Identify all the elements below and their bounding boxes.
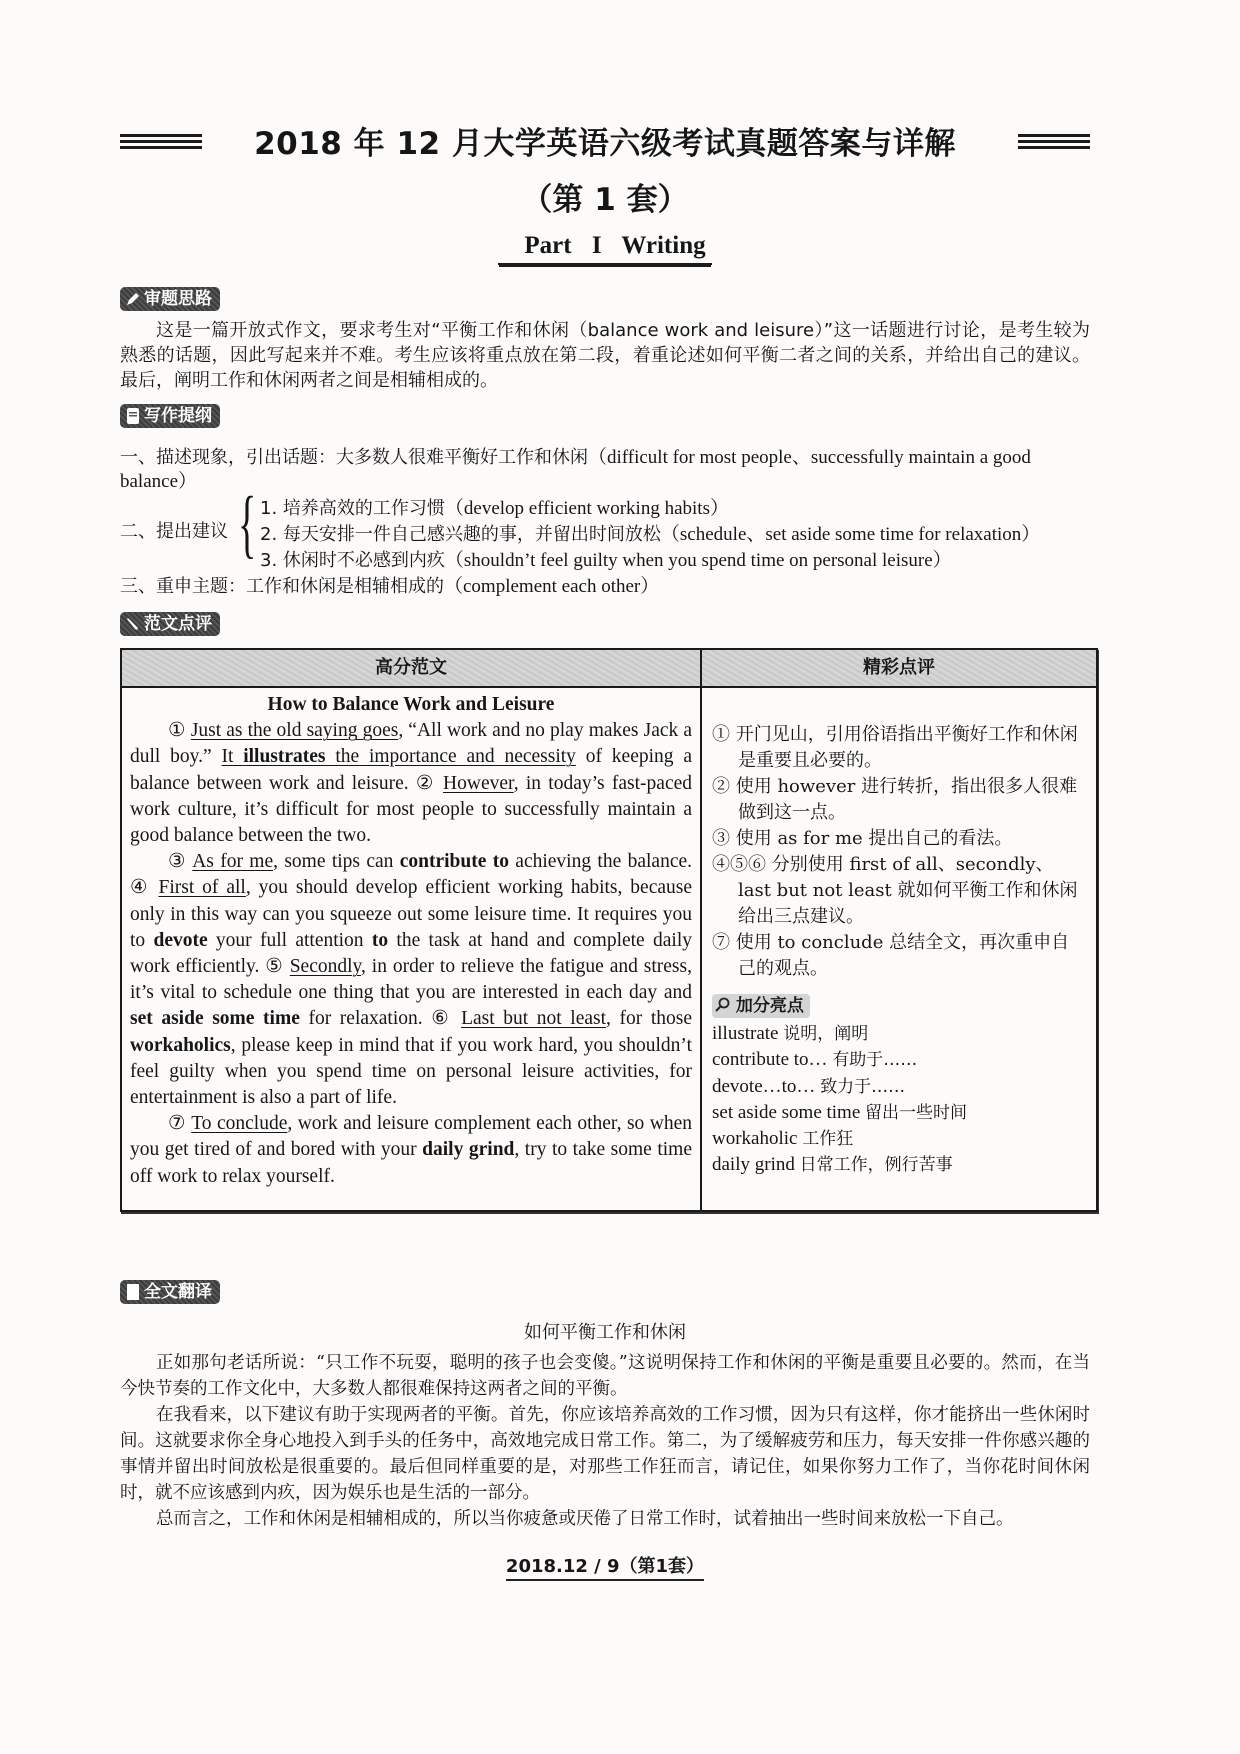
essay-paragraph-1 [130, 718, 692, 849]
translation-paragraph: 总而言之，工作和休闲是相辅相成的，所以当你疲惫或厌倦了日常工作时，试着抽出一些时间来放松一下自己。 [156, 1509, 1014, 1529]
phrase-underlined: To conclude [191, 1113, 288, 1135]
translation-paragraph: 在我看来，以下建议有助于实现两者的平衡。首先，你应该培养高效的工作习惯，因为只有这样，你才能挤出一些休闲时间。这就要求你全身心地投入到手头的任务中，高效地完成日常工作。第二，为了缓解疲劳和压力，每天安排一件你感兴趣的事情并留出时间放松是很重要的。最后但同样重要的是，对那些工作狂而言，请记住，如果你努力工作了，当你花时间休闲时，就不应该感到内疚，因为娱乐也是生活的一部分。 [120, 1405, 1090, 1503]
document-icon [124, 407, 142, 425]
essay-text: , “All work and no play makes Jack a dull boy.” [130, 720, 693, 768]
marker-3: ③ [168, 851, 187, 873]
title-row [120, 118, 1090, 178]
bonus-item-cn: 留出一些时间 [865, 1102, 968, 1123]
phrase-bold: devote [153, 929, 208, 951]
outline-item-3-label: 三、重申主题：工作和休闲是相辅相成的 [120, 576, 444, 597]
translation-badge-label: 全文翻译 [144, 1282, 212, 1302]
pen-icon [124, 290, 142, 308]
bonus-item [712, 1047, 1086, 1073]
outline-item-3-en: （complement each other） [444, 576, 660, 597]
phrase-bold: daily grind [422, 1139, 515, 1161]
phrase-underlined: Last but not least [461, 1008, 607, 1030]
analysis-badge [120, 287, 220, 311]
phrase-underlined [221, 746, 575, 767]
essay-paragraph-3 [130, 1111, 692, 1190]
essay-text: the task at hand and complete daily work efficiently. [130, 929, 692, 978]
translation-body [120, 1350, 1090, 1532]
pencil-icon [124, 615, 142, 633]
marker-1: ① [168, 720, 186, 742]
column-divider [700, 650, 702, 1210]
translation-title: 如何平衡工作和休闲 [524, 1322, 686, 1343]
phrase-underlined: First of all [158, 877, 246, 899]
outline-sub-3-cn: 3. 休闲时不必感到内疚 [260, 550, 445, 571]
comment-item: ④⑤⑥ 分别使用 first of all、secondly、last but not least 就如何平衡工作和休闲给出三点建议。 [712, 854, 1078, 927]
outline-sub-1-en: （develop efficient working habits） [444, 498, 729, 519]
comments-column [712, 722, 1086, 1179]
essay-paragraph-2 [130, 849, 692, 1111]
review-table [120, 648, 1098, 1212]
comment-item: ③ 使用 as for me 提出自己的看法。 [712, 828, 1013, 849]
essay-text: , in today’s fast-paced work culture, it’s difficult for most people to successfully maintain a good balance between the two. [130, 772, 693, 847]
outline-item-3 [120, 575, 659, 599]
bonus-item-en: daily grind [712, 1154, 795, 1176]
outline-sub-2-cn: 2. 每天安排一件自己感兴趣的事，并留出时间放松 [260, 524, 661, 545]
page-footer [120, 1552, 1090, 1578]
phrase-underlined: Just as the old saying goes [190, 720, 399, 742]
marker-6: ⑥ [431, 1008, 453, 1030]
comment-item: ① 开门见山，引用俗语指出平衡好工作和休闲是重要且必要的。 [712, 724, 1078, 771]
essay-title: How to Balance Work and Leisure [267, 694, 555, 715]
bonus-item-cn: 日常工作，例行苦事 [799, 1155, 953, 1176]
essay-text: for relaxation. [299, 1008, 432, 1030]
outline-badge-label: 写作提纲 [144, 406, 212, 426]
essay-text: It [221, 746, 244, 768]
outline-sub-1-cn: 1. 培养高效的工作习惯 [260, 498, 445, 519]
phrase-underlined: Secondly [289, 956, 362, 978]
part-heading-text: Part I Writing [498, 232, 711, 265]
outline-sub-1 [260, 497, 729, 521]
page-subtitle: （第 1 套） [521, 182, 689, 218]
analysis-badge-label: 审题思路 [144, 289, 212, 309]
bonus-item-en: devote…to… [712, 1075, 816, 1097]
outline-sub-2-en: （schedule、set aside some time for relaxation） [660, 524, 1041, 545]
marker-4: ④ [130, 877, 151, 899]
essay-text: your full attention [207, 929, 372, 951]
essay-text: of keeping a balance between work and leisure. [130, 746, 692, 794]
square-icon [124, 1283, 142, 1301]
col-header-comments: 精彩点评 [863, 657, 935, 678]
bonus-item [712, 1152, 1086, 1178]
phrase-bold: workaholics [130, 1034, 231, 1056]
outline-sub-3-en: （shouldn’t feel guilty when you spend time on personal leisure） [444, 550, 952, 571]
essay-text: , for those [606, 1008, 693, 1030]
essay-text: the importance and necessity [325, 746, 576, 768]
essay-text: achieving the balance. [508, 851, 693, 873]
phrase-bold: contribute to [399, 851, 509, 873]
essay-text: , please keep in mind that if you work hard, you shouldn’t feel guilty when you spend time on personal leisure activities, for entertainment is also a part of life. [130, 1034, 692, 1109]
sample-essay [130, 692, 692, 1190]
comment-item: ② 使用 however 进行转折，指出很多人很难做到这一点。 [712, 776, 1078, 823]
phrase-underlined: As for me [192, 851, 274, 873]
essay-text: , you should develop efficient working habits, because only in this way can you squeeze out some leisure time. It requires you to [130, 877, 693, 951]
bonus-item [712, 1126, 1086, 1152]
brace: { [238, 482, 257, 566]
bonus-list [712, 1021, 1086, 1179]
bonus-item-cn: 致力于…… [820, 1076, 906, 1097]
bonus-item-en: set aside some time [712, 1101, 861, 1123]
essay-text: , work and leisure complement each other, so when you get tired of and bored with your [130, 1113, 693, 1161]
translation-badge [120, 1280, 220, 1304]
phrase-underlined: However [443, 772, 514, 794]
bonus-item-en: illustrate [712, 1023, 779, 1044]
bonus-item [712, 1021, 1086, 1047]
comment-item: ⑦ 使用 to conclude 总结全文，再次重申自己的观点。 [712, 932, 1070, 979]
outline-item-1-label: 一、描述现象，引出话题：大多数人很难平衡好工作和休闲 [120, 447, 588, 468]
magnifier-icon [714, 996, 736, 1016]
bonus-item-cn: 有助于…… [832, 1050, 918, 1071]
phrase-bold: set aside some time [130, 1008, 300, 1030]
outline-sub-3 [260, 549, 952, 573]
marker-2: ② [415, 772, 436, 794]
review-badge [120, 612, 220, 636]
outline-item-1-en: （difficult for most people、successfully maintain a good balance） [120, 447, 1031, 492]
page-number: 2018.12 / 9（第1套） [506, 1556, 704, 1581]
outline-badge [120, 404, 220, 428]
essay-text: , some tips can [273, 851, 400, 873]
review-badge-label: 范文点评 [144, 614, 212, 634]
translation-paragraph: 正如那句老话所说：“只工作不玩耍，聪明的孩子也会变傻。”这说明保持工作和休闲的平衡是重要且必要的。然而，在当今快节奏的工作文化中，大多数人都很难保持这两者之间的平衡。 [120, 1353, 1090, 1399]
essay-text: , in order to relieve the fatigue and stress, it’s vital to schedule one thing that you are interested in each day and [130, 956, 692, 1004]
col-header-sample-essay: 高分范文 [375, 657, 447, 678]
bonus-item-cn: 说明，阐明 [783, 1024, 869, 1044]
bonus-item-cn: 工作狂 [802, 1129, 854, 1150]
essay-text: , try to take some time off work to relax yourself. [130, 1139, 692, 1187]
bonus-item-en: workaholic [712, 1128, 798, 1150]
part-heading [120, 232, 1090, 265]
marker-7: ⑦ [168, 1113, 187, 1135]
bonus-item [712, 1100, 1086, 1126]
marker-5: ⑤ [265, 956, 284, 978]
page-title: 2018 年 12 月大学英语六级考试真题答案与详解 [254, 126, 956, 162]
outline-item-1 [120, 446, 1090, 494]
outline-item-2-label: 二、提出建议 [120, 521, 228, 542]
bonus-item [712, 1074, 1086, 1100]
bonus-item-en: contribute to… [712, 1049, 828, 1071]
phrase-bold: to [371, 929, 389, 951]
phrase-bold: illustrates [243, 746, 326, 768]
bonus-badge [712, 994, 810, 1018]
bonus-badge-label: 加分亮点 [735, 996, 804, 1016]
title-rule-right [1018, 134, 1090, 148]
analysis-text: 这是一篇开放式作文，要求考生对“平衡工作和休闲（balance work and leisure）”这一话题进行讨论，是考生较为熟悉的话题，因此写起来并不难。考生应该将重点放在第二段，着重论述如何平衡二者之间的关系，并给出自己的建议。最后，阐明工作和休闲两者之间是相辅相成的。 [120, 320, 1090, 391]
outline-sub-2 [260, 523, 1040, 547]
